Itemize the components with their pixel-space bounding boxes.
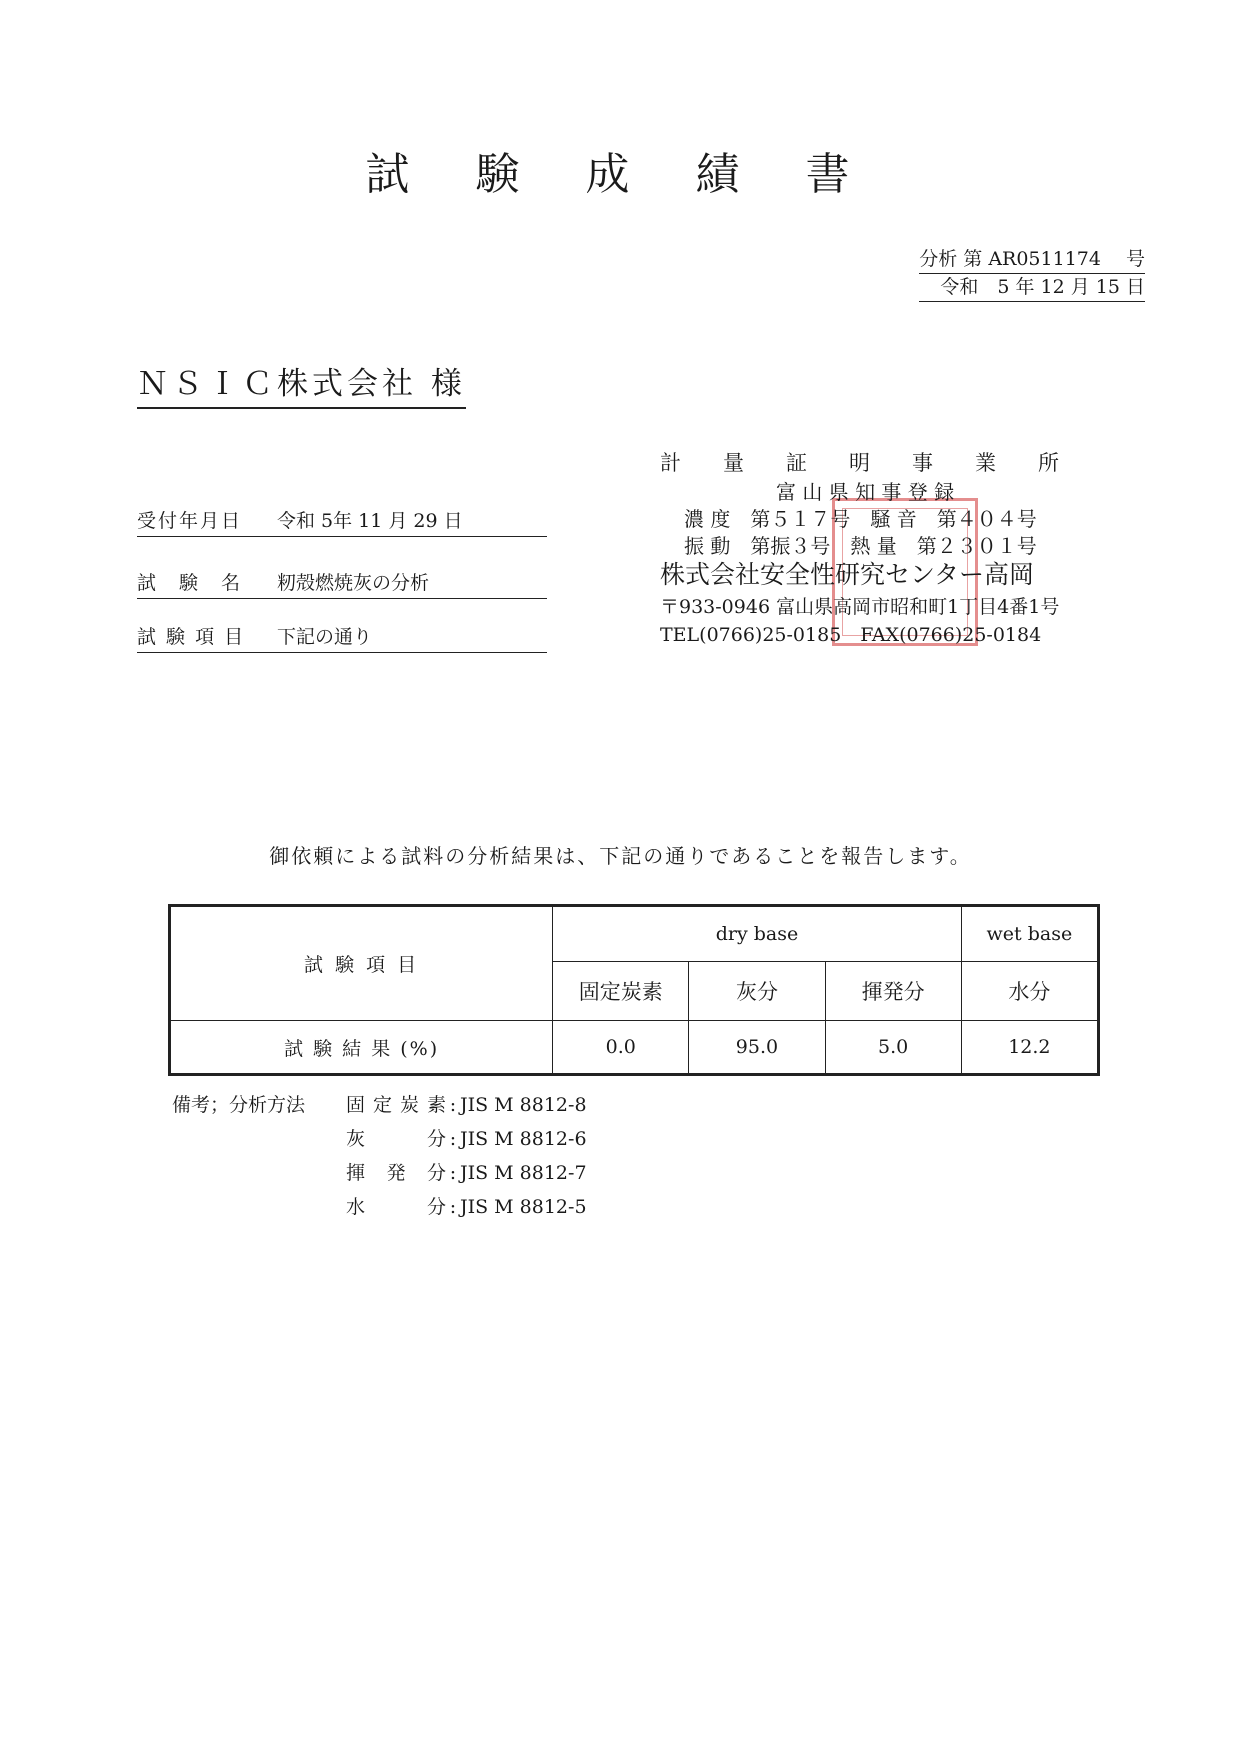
lab-heading: 計 量 証 明 事 業 所 xyxy=(660,451,1059,475)
wet-base-header: wet base xyxy=(961,906,1098,962)
column-moisture: 水分 xyxy=(961,962,1098,1021)
result-row-label: 試 験 結 果 (%) xyxy=(170,1021,553,1075)
method-name: 揮発分 xyxy=(346,1162,446,1184)
method-standard: JIS M 8812-5 xyxy=(460,1196,587,1218)
method-name: 灰分 xyxy=(346,1128,446,1150)
document-title: 試 験 成 績 書 xyxy=(365,149,876,200)
dry-base-header: dry base xyxy=(553,906,962,962)
field-value: 籾殻燃焼灰の分析 xyxy=(277,572,430,594)
method-standard: JIS M 8812-8 xyxy=(460,1094,587,1116)
lab-contact: TEL(0766)25-0185 FAX(0766)25-0184 xyxy=(660,624,1042,646)
value-moisture: 12.2 xyxy=(961,1021,1098,1075)
document-number-block xyxy=(919,246,1145,302)
lab-company-name: 株式会社安全性研究センター高岡 xyxy=(660,560,1035,589)
column-ash: 灰分 xyxy=(689,962,825,1021)
lab-registration: 富 山 県 知 事 登 録 xyxy=(776,480,955,504)
field-label: 受付年月日 xyxy=(137,510,243,532)
issue-date: 令和 5 年 12 月 15 日 xyxy=(919,274,1145,302)
method-standard: JIS M 8812-7 xyxy=(460,1162,587,1184)
field-label: 試 験 名 xyxy=(137,572,243,594)
field-test-items xyxy=(137,622,547,653)
value-volatile: 5.0 xyxy=(825,1021,961,1075)
field-label: 試 験 項 目 xyxy=(137,626,246,648)
value-ash: 95.0 xyxy=(689,1021,825,1075)
value-fixed-carbon: 0.0 xyxy=(553,1021,689,1075)
lab-address: 〒933-0946 富山県高岡市昭和町1丁目4番1号 xyxy=(660,596,1060,618)
report-intro: 御依頼による試料の分析結果は、下記の通りであることを報告します。 xyxy=(269,844,972,868)
method-name: 固定炭素 xyxy=(346,1094,446,1116)
field-value: 令和 5年 11 月 29 日 xyxy=(277,510,463,532)
field-value: 下記の通り xyxy=(277,626,373,648)
column-volatile: 揮発分 xyxy=(825,962,961,1021)
remarks-prefix: 備考；分析方法 xyxy=(172,1094,306,1116)
column-fixed-carbon: 固定炭素 xyxy=(553,962,689,1021)
analysis-number: 分析 第 AR0511174 号 xyxy=(919,246,1145,274)
client-name: ＮＳＩＣ株式会社 様 xyxy=(137,358,466,409)
method-standard: JIS M 8812-6 xyxy=(460,1128,587,1150)
lab-registration-line-2: 振 動 第振３号 熱 量 第２３０１号 xyxy=(684,534,1037,558)
method-name: 水分 xyxy=(346,1196,446,1218)
results-table xyxy=(168,904,1100,1076)
remarks-block: 備考；分析方法 固定炭素 : JIS M 8812-8 灰分 : JIS M 8812-6 揮発分 : JIS M 8812-7 水分 : JIS M 8812-5 xyxy=(172,1088,587,1224)
item-header: 試 験 項 目 xyxy=(170,906,553,1021)
lab-registration-line-1: 濃 度 第５１７号 騒 音 第４０４号 xyxy=(684,507,1037,531)
field-test-name xyxy=(137,568,547,599)
field-received-date xyxy=(137,506,547,537)
